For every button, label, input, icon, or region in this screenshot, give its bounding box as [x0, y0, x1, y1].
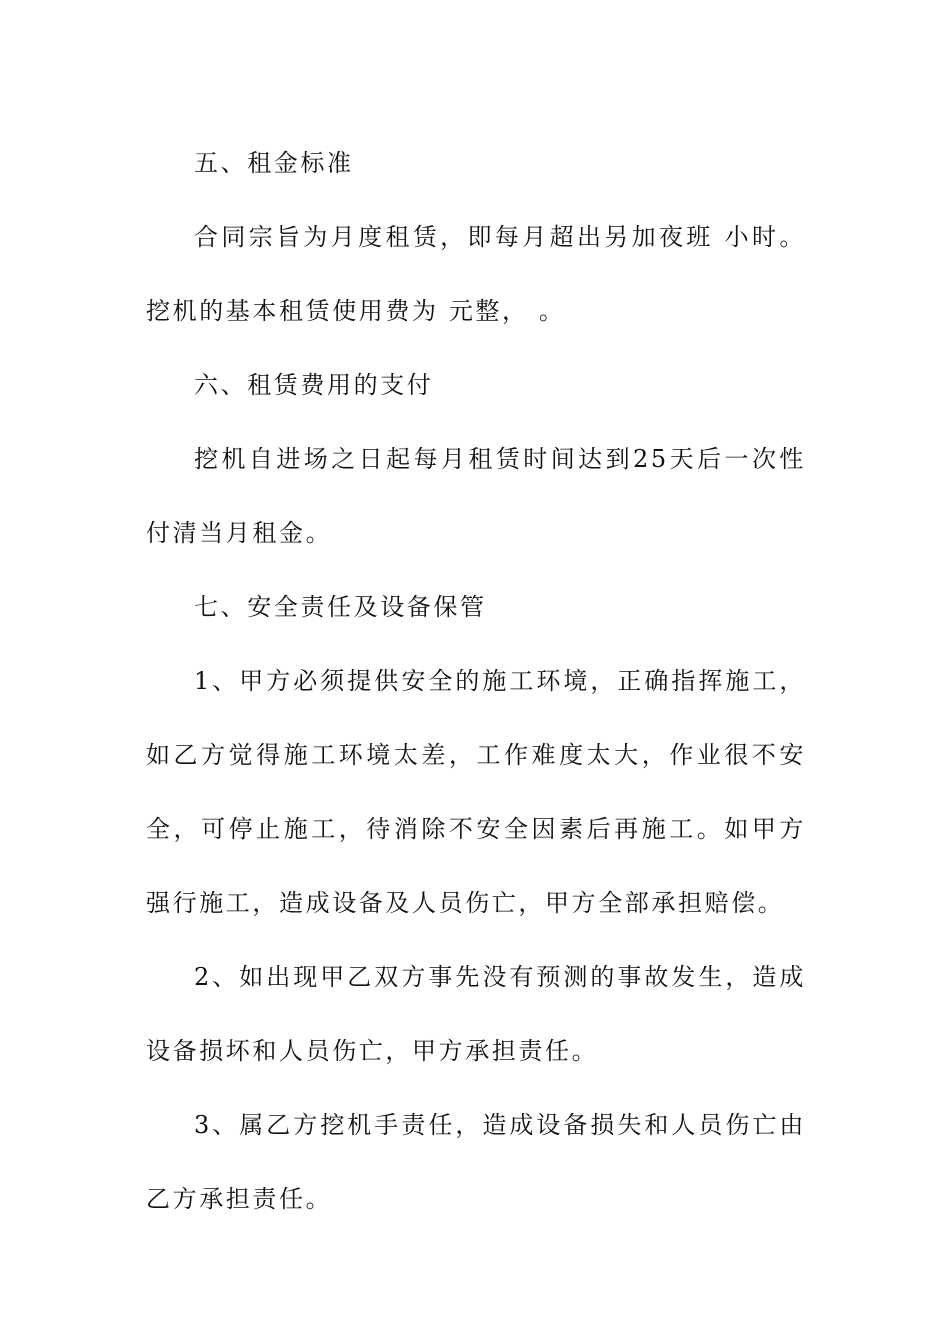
- paragraph-rent-standard: 合同宗旨为月度租赁，即每月超出另加夜班 小时。挖机的基本租赁使用费为 元整， 。: [146, 223, 806, 325]
- paragraph-clause-2: 2、如出现甲乙双方事先没有预测的事故发生，造成设备损坏和人员伤亡，甲方承担责任。: [146, 963, 806, 1065]
- paragraph-clause-3: 3、属乙方挖机手责任，造成设备损失和人员伤亡由乙方承担责任。: [146, 1111, 806, 1213]
- paragraph-payment: 挖机自进场之日起每月租赁时间达到25天后一次性付清当月租金。: [146, 445, 806, 547]
- section-heading-safety: 七、安全责任及设备保管: [194, 593, 487, 621]
- section-heading-payment: 六、租赁费用的支付: [194, 371, 434, 399]
- section-heading-rent-standard: 五、租金标准: [194, 149, 354, 177]
- document-body: [146, 126, 806, 1236]
- paragraph-clause-1: 1、甲方必须提供安全的施工环境，正确指挥施工，如乙方觉得施工环境太差，工作难度太大，作业很不安全，可停止施工，待消除不安全因素后再施工。如甲方强行施工，造成设备及人员伤亡，甲方全部承担赔偿。: [146, 667, 806, 917]
